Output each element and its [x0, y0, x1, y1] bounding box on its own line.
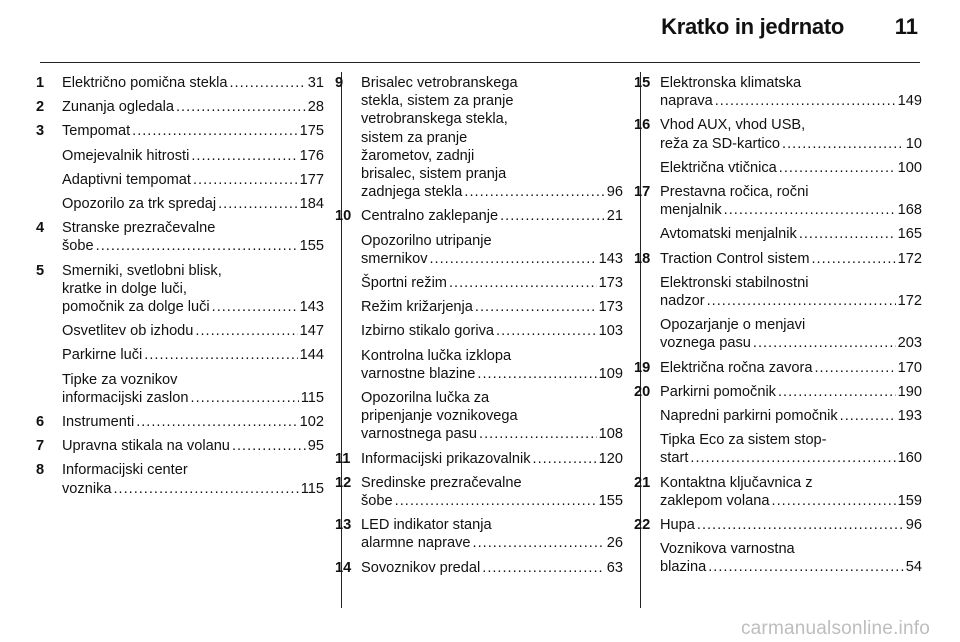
entry-label: alarmne naprave: [361, 535, 471, 552]
dot-leader: [482, 559, 605, 577]
entry-text-line: Informacijski center: [62, 462, 188, 479]
entry-page-ref[interactable]: 172: [897, 250, 922, 267]
index-entry: [634, 383, 922, 401]
entry-text-line: Kontaktna ključavnica z: [660, 474, 813, 491]
entry-text-line: pripenjanje voznikovega: [361, 408, 518, 425]
entry-page-line: [361, 322, 623, 340]
index-entry: [634, 474, 922, 510]
dot-leader: [132, 122, 298, 140]
index-entry: [361, 232, 623, 268]
dot-leader: [799, 225, 896, 243]
entry-number: 11: [335, 450, 351, 467]
index-column-1: [36, 74, 324, 504]
dot-leader: [840, 407, 896, 425]
entry-page-ref[interactable]: 203: [897, 335, 922, 352]
entry-label: Centralno zaklepanje: [361, 208, 499, 225]
entry-number: 3: [36, 123, 45, 140]
entry-page-ref[interactable]: 28: [307, 99, 324, 116]
entry-page-line: [660, 558, 922, 576]
entry-page-ref[interactable]: 176: [299, 147, 324, 164]
dot-leader: [475, 298, 597, 316]
dot-leader: [815, 359, 896, 377]
entry-page-ref[interactable]: 31: [307, 75, 324, 91]
entry-page-ref[interactable]: 108: [598, 426, 623, 443]
index-entry: [634, 183, 922, 219]
entry-label: Adaptivni tempomat: [62, 171, 191, 188]
watermark: carmanualsonline.info: [740, 618, 930, 639]
entry-label: naprava: [660, 93, 713, 110]
dot-leader: [144, 346, 297, 364]
entry-label: Traction Control sistem: [660, 250, 810, 267]
header-rule: [40, 62, 920, 63]
entry-page-line: [62, 480, 324, 498]
dot-leader: [449, 274, 597, 292]
entry-label: Električna ročna zavora: [660, 359, 813, 376]
entry-page-line: [660, 407, 922, 425]
entry-number: 19: [634, 359, 651, 376]
entry-number: 4: [36, 220, 45, 237]
index-entry: [335, 74, 623, 201]
entry-label: šobe: [361, 493, 393, 510]
entry-label: nadzor: [660, 293, 705, 310]
entry-page-line: [62, 237, 324, 255]
entry-page-line: [660, 449, 922, 467]
entry-page-line: [62, 346, 324, 364]
entry-label: Upravna stikala na volanu: [62, 438, 230, 455]
dot-leader: [496, 322, 597, 340]
entry-label: Tempomat: [62, 123, 131, 140]
entry-page-ref[interactable]: 103: [598, 323, 623, 340]
dot-leader: [473, 534, 605, 552]
entry-page-line: [361, 207, 623, 225]
dot-leader: [812, 250, 896, 268]
entry-page-ref[interactable]: 102: [299, 414, 324, 431]
entry-page-ref[interactable]: 96: [905, 517, 922, 534]
entry-label: blazina: [660, 559, 707, 576]
entry-number: 12: [335, 474, 352, 491]
entry-number: 8: [36, 462, 45, 479]
entry-page-line: [361, 365, 623, 383]
dot-leader: [193, 171, 298, 189]
index-column-3: [634, 74, 922, 583]
index-entry: [634, 74, 922, 110]
entry-page-ref[interactable]: 143: [299, 299, 324, 316]
entry-label: Napredni parkirni pomočnik: [660, 408, 838, 425]
dot-leader: [724, 201, 896, 219]
entry-page-line: [660, 292, 922, 310]
entry-page-ref[interactable]: 165: [897, 226, 922, 243]
entry-label: Sovoznikov predal: [361, 559, 481, 576]
entry-label: Električno pomična stekla: [62, 75, 228, 91]
index-entry: [361, 274, 623, 292]
entry-page-line: [361, 425, 623, 443]
entry-page-line: [660, 135, 922, 153]
entry-text-line: Elektronski stabilnostni: [660, 274, 809, 291]
entry-text-line: Voznikova varnostna: [660, 541, 795, 558]
dot-leader: [697, 516, 904, 534]
entry-page-ref[interactable]: 184: [299, 196, 324, 213]
entry-text-line: Stranske prezračevalne: [62, 220, 216, 237]
entry-page-line: [660, 250, 922, 268]
entry-page-ref[interactable]: 96: [606, 184, 623, 201]
entry-label: šobe: [62, 238, 94, 255]
entry-number: 17: [634, 184, 651, 201]
index-entry: [660, 225, 922, 243]
entry-page-ref[interactable]: 155: [598, 493, 623, 510]
index-entry: [335, 516, 623, 552]
entry-page-line: [361, 274, 623, 292]
entry-page-line: [660, 492, 922, 510]
index-entry: [36, 219, 324, 255]
entry-page-ref[interactable]: 177: [299, 171, 324, 188]
index-entry: [634, 250, 922, 268]
entry-label: Izbirno stikalo goriva: [361, 323, 495, 340]
index-entry: [62, 346, 324, 364]
entry-page-ref[interactable]: 160: [897, 450, 922, 467]
index-entry: [62, 147, 324, 165]
dot-leader: [430, 250, 597, 268]
entry-text-line: Sredinske prezračevalne: [361, 474, 522, 491]
index-entry: [36, 262, 324, 317]
entry-page-ref[interactable]: 173: [598, 275, 623, 292]
entry-page-line: [660, 516, 922, 534]
entry-label: pomočnik za dolge luči: [62, 299, 210, 316]
entry-label: Hupa: [660, 517, 695, 534]
entry-text-line: kratke in dolge luči,: [62, 280, 187, 297]
index-entry: [660, 407, 922, 425]
entry-text-line: Vhod AUX, vhod USB,: [660, 117, 806, 134]
entry-number: 5: [36, 262, 45, 279]
index-entry: [634, 516, 922, 534]
entry-label: start: [660, 450, 689, 467]
entry-text-line: Opozarjanje o menjavi: [660, 317, 806, 334]
dot-leader: [113, 480, 298, 498]
entry-page-ref[interactable]: 21: [606, 208, 623, 225]
index-entry: [335, 450, 623, 468]
index-entry: [361, 322, 623, 340]
index-entry: [36, 98, 324, 116]
entry-page-line: [62, 437, 324, 455]
index-entry: [660, 431, 922, 467]
index-entry: [335, 474, 623, 510]
entry-label: reža za SD-kartico: [660, 135, 781, 152]
entry-label: Omejevalnik hitrosti: [62, 147, 190, 164]
entry-page-line: [660, 334, 922, 352]
index-entry: [361, 347, 623, 383]
dot-leader: [772, 492, 896, 510]
dot-leader: [500, 207, 605, 225]
entry-text-line: žarometov, zadnji: [361, 147, 475, 164]
index-entry: [660, 274, 922, 310]
index-entry: [634, 116, 922, 152]
entry-page-ref[interactable]: 120: [598, 450, 623, 467]
entry-label: varnostnega pasu: [361, 426, 478, 443]
index-entry: [335, 559, 623, 577]
entry-text-line: LED indikator stanja: [361, 517, 492, 534]
index-entry: [660, 159, 922, 177]
dot-leader: [191, 147, 297, 165]
index-entry: [36, 122, 324, 140]
entry-page-line: [660, 92, 922, 110]
index-entry: [361, 389, 623, 444]
entry-label: Športni režim: [361, 275, 447, 292]
entry-label: menjalnik: [660, 202, 722, 219]
entry-number: 16: [634, 117, 651, 134]
entry-label: Avtomatski menjalnik: [660, 226, 797, 243]
index-entry: [36, 437, 324, 455]
entry-page-ref[interactable]: 109: [598, 365, 623, 382]
dot-leader: [218, 195, 298, 213]
entry-page-line: [660, 359, 922, 377]
entry-page-ref[interactable]: 190: [897, 383, 922, 400]
page-title: Kratko in jedrnato: [661, 14, 844, 39]
dot-leader: [395, 492, 597, 510]
page-header: [0, 0, 960, 62]
dot-leader: [778, 383, 896, 401]
entry-page-ref[interactable]: 143: [598, 250, 623, 267]
entry-page-ref[interactable]: 100: [897, 159, 922, 176]
entry-page-ref[interactable]: 172: [897, 293, 922, 310]
entry-text-line: Brisalec vetrobranskega: [361, 75, 518, 91]
index-entry: [335, 207, 623, 225]
dot-leader: [136, 413, 297, 431]
entry-label: Električna vtičnica: [660, 159, 777, 176]
dot-leader: [533, 450, 597, 468]
index-entry: [62, 171, 324, 189]
entry-page-line: [62, 195, 324, 213]
entry-label: Parkirne luči: [62, 347, 143, 364]
entry-text-line: Smerniki, svetlobni blisk,: [62, 262, 222, 279]
entry-label: varnostne blazine: [361, 365, 476, 382]
index-entry: [62, 195, 324, 213]
entry-page-line: [62, 413, 324, 431]
entry-label: zaklepom volana: [660, 492, 770, 509]
entry-page-line: [62, 74, 324, 92]
entry-label: voznega pasu: [660, 335, 751, 352]
entry-page-line: [361, 450, 623, 468]
entry-page-line: [660, 201, 922, 219]
entry-page-ref[interactable]: 115: [300, 480, 324, 497]
entry-number: 15: [634, 75, 651, 91]
entry-number: 9: [335, 75, 344, 91]
entry-label: Zunanja ogledala: [62, 99, 174, 116]
entry-number: 6: [36, 414, 45, 431]
entry-page-ref[interactable]: 159: [897, 492, 922, 509]
entry-text-line: Opozorilna lučka za: [361, 390, 490, 407]
entry-page-line: [361, 298, 623, 316]
index-entry: [36, 413, 324, 431]
entry-page-line: [361, 250, 623, 268]
page-number: 11: [894, 14, 918, 39]
entry-label: Informacijski prikazovalnik: [361, 450, 531, 467]
dot-leader: [782, 135, 904, 153]
dot-leader: [464, 183, 604, 201]
index-entry: [660, 540, 922, 576]
entry-number: 1: [36, 75, 45, 91]
entry-label: Osvetlitev ob izhodu: [62, 323, 194, 340]
entry-page-line: [62, 322, 324, 340]
entry-page-line: [62, 389, 324, 407]
dot-leader: [176, 98, 306, 116]
entry-page-line: [660, 383, 922, 401]
entry-label: Parkirni pomočnik: [660, 383, 776, 400]
entry-page-ref[interactable]: 193: [897, 408, 922, 425]
entry-page-ref[interactable]: 144: [299, 347, 324, 364]
index-entry: [36, 74, 324, 92]
index-entry: [62, 371, 324, 407]
entry-page-ref[interactable]: 168: [897, 202, 922, 219]
entry-label: Instrumenti: [62, 414, 135, 431]
dot-leader: [715, 92, 896, 110]
entry-number: 22: [634, 517, 651, 534]
entry-number: 18: [634, 250, 651, 267]
entry-number: 7: [36, 438, 45, 455]
entry-text-line: Tipke za voznikov: [62, 371, 178, 388]
entry-page-ref[interactable]: 10: [905, 135, 922, 152]
index-entry: [36, 461, 324, 497]
entry-page-ref[interactable]: 170: [897, 359, 922, 376]
entry-text-line: Kontrolna lučka izklopa: [361, 347, 512, 364]
entry-text-line: Prestavna ročica, ročni: [660, 184, 809, 201]
entry-page-ref[interactable]: 26: [606, 535, 623, 552]
entry-text-line: vetrobranskega stekla,: [361, 111, 508, 128]
entry-text-line: sistem za pranje: [361, 129, 468, 146]
entry-page-line: [62, 147, 324, 165]
entry-page-line: [361, 183, 623, 201]
entry-number: 2: [36, 99, 45, 116]
entry-number: 13: [335, 517, 352, 534]
entry-label: zadnjega stekla: [361, 184, 463, 201]
entry-page-ref[interactable]: 115: [300, 389, 324, 406]
entry-page-line: [361, 559, 623, 577]
entry-page-ref[interactable]: 147: [299, 323, 324, 340]
dot-leader: [779, 159, 896, 177]
entry-page-line: [361, 534, 623, 552]
dot-leader: [232, 437, 306, 455]
dot-leader: [753, 334, 896, 352]
entry-number: 10: [335, 208, 352, 225]
dot-leader: [96, 237, 298, 255]
entry-label: informacijski zaslon: [62, 389, 189, 406]
entry-page-ref[interactable]: 54: [905, 559, 922, 576]
entry-page-line: [660, 225, 922, 243]
entry-page-ref[interactable]: 155: [299, 238, 324, 255]
index-entry: [634, 359, 922, 377]
entry-label: voznika: [62, 480, 112, 497]
entry-page-line: [62, 171, 324, 189]
entry-page-line: [62, 98, 324, 116]
dot-leader: [707, 292, 896, 310]
entry-label: smernikov: [361, 250, 428, 267]
entry-page-line: [660, 159, 922, 177]
entry-text-line: brisalec, sistem pranja: [361, 166, 507, 183]
index-entry: [660, 316, 922, 352]
entry-page-ref[interactable]: 175: [299, 123, 324, 140]
entry-page-ref[interactable]: 173: [598, 299, 623, 316]
dot-leader: [690, 449, 895, 467]
dot-leader: [191, 389, 299, 407]
entry-text-line: Elektronska klimatska: [660, 75, 802, 91]
dot-leader: [195, 322, 297, 340]
entry-page-line: [62, 298, 324, 316]
entry-page-ref[interactable]: 95: [307, 438, 324, 455]
index-entry: [361, 298, 623, 316]
entry-text-line: Opozorilno utripanje: [361, 232, 492, 249]
entry-text-line: stekla, sistem za pranje: [361, 93, 514, 110]
index-entry: [62, 322, 324, 340]
dot-leader: [229, 74, 305, 92]
entry-page-line: [361, 492, 623, 510]
dot-leader: [212, 298, 298, 316]
entry-page-ref[interactable]: 63: [606, 559, 623, 576]
entry-number: 20: [634, 383, 651, 400]
dot-leader: [708, 558, 904, 576]
entry-page-line: [62, 122, 324, 140]
entry-label: Režim križarjenja: [361, 299, 473, 316]
entry-number: 14: [335, 559, 352, 576]
entry-page-ref[interactable]: 149: [897, 93, 922, 110]
index-column-2: [335, 74, 623, 583]
dot-leader: [477, 365, 596, 383]
dot-leader: [479, 425, 597, 443]
entry-number: 21: [634, 474, 651, 491]
entry-label: Opozorilo za trk spredaj: [62, 196, 217, 213]
entry-text-line: Tipka Eco za sistem stop-: [660, 432, 827, 449]
